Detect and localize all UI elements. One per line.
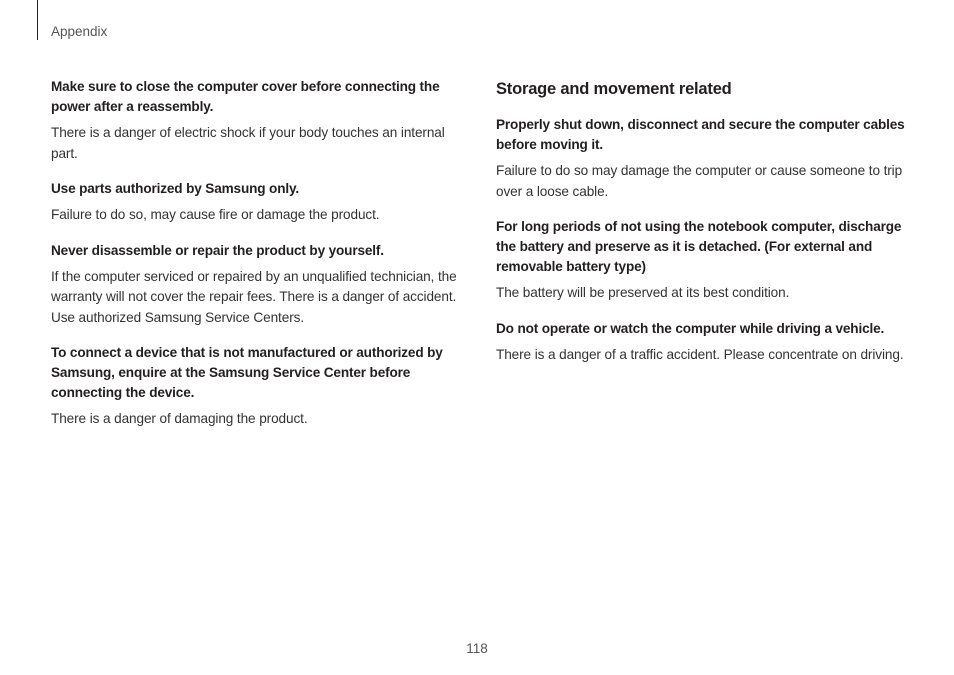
section-heading: Storage and movement related: [496, 80, 732, 98]
item-title: To connect a device that is not manufactured or authorized by Samsung, enquire at the Samsung Service Center before connecting the device.: [51, 345, 443, 400]
section-label: Appendix: [51, 24, 108, 39]
item-title: Do not operate or watch the computer while driving a vehicle.: [496, 320, 885, 336]
item-title: For long periods of not using the notebook computer, discharge the battery and preserve as it is detached. (For external and removable battery type): [496, 219, 902, 274]
item-body: Failure to do so may damage the computer or cause someone to trip over a loose cable.: [496, 163, 903, 199]
item-title: Make sure to close the computer cover before connecting the power after a reassembly.: [51, 79, 440, 114]
item-body: There is a danger of electric shock if your body touches an internal part.: [51, 125, 445, 161]
page-number: 118: [466, 641, 488, 656]
safety-item: [51, 343, 463, 430]
safety-item: [496, 115, 910, 202]
safety-item: [51, 179, 463, 226]
item-body: There is a danger of damaging the product.: [51, 411, 308, 426]
item-body: The battery will be preserved at its best condition.: [496, 285, 790, 300]
item-title: Never disassemble or repair the product by yourself.: [51, 242, 384, 258]
safety-item: [51, 77, 463, 164]
safety-item: [496, 319, 910, 366]
item-body: Failure to do so, may cause fire or damage the product.: [51, 207, 380, 222]
item-body: There is a danger of a traffic accident. Please concentrate on driving.: [496, 346, 904, 362]
item-body: If the computer serviced or repaired by an unqualified technician, the warranty will not cover the repair fees. There is a danger of accident. Use authorized Samsung Service Centers.: [51, 268, 457, 325]
item-title: Properly shut down, disconnect and secure the computer cables before moving it.: [496, 117, 905, 152]
left-column: [51, 77, 463, 445]
safety-item: [496, 217, 910, 304]
safety-item: [51, 241, 463, 329]
header-rule: [37, 0, 38, 40]
right-column: [496, 77, 910, 380]
item-title: Use parts authorized by Samsung only.: [51, 181, 299, 196]
